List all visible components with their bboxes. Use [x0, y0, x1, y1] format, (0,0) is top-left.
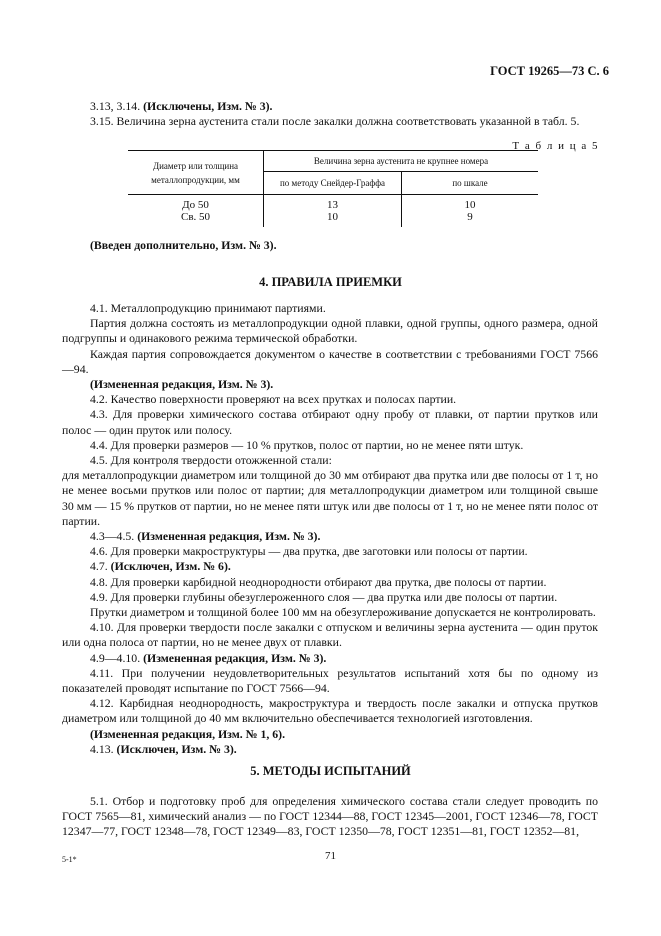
- document-header: ГОСТ 19265—73 С. 6: [490, 64, 609, 78]
- paragraph: Прутки диаметром и толщиной более 100 мм на обезуглероживание допускается не контролировать.: [90, 605, 596, 620]
- paragraph: (Измененная редакция, Изм. № 3).: [90, 377, 274, 392]
- paragraph: 4.6. Для проверки макроструктуры — два прутка, две заготовки или полосы от партии.: [90, 544, 528, 559]
- paragraph: для металлопродукции диаметром или толщиной до 30 мм отбирают два прутка или две полосы от 1 т, но не менее восьми прутков или полос от партии; для металлопродукции диаметром или толщиной свыше 30 мм — 15 % прутков от партии, но не менее пяти штук или две полосы от 1 т, но не менее пяти полос от партии.: [62, 468, 598, 528]
- paragraph: 4.4. Для проверки размеров — 10 % прутков, полос от партии, но не менее пяти штук.: [90, 437, 524, 452]
- page-number: 71: [325, 850, 336, 862]
- paragraph: 4.1. Металлопродукцию принимают партиями.: [90, 301, 326, 315]
- paragraph: 4.9—4.10. (Измененная редакция, Изм. № 3).: [90, 650, 327, 665]
- paragraph: (Измененная редакция, Изм. № 1, 6).: [90, 726, 286, 741]
- paragraph: 4.12. Карбидная неоднородность, макроструктура и твердость после закалки и отпуска прутков диаметром или толщиной до 40 мм включительно обеспечивается технологией изготовления.: [62, 696, 598, 726]
- introduced-note: (Введен дополнительно, Изм. № 3).: [90, 238, 277, 252]
- paragraph: 4.2. Качество поверхности проверяют на всех прутках и полосах партии.: [90, 392, 457, 407]
- paragraph: 4.13. (Исключен, Изм. № 3).: [90, 741, 237, 756]
- paragraph-3-15: 3.15. Величина зерна аустенита стали после закалки должна соответствовать указанной в табл. 5.: [90, 114, 580, 129]
- paragraph: 4.7. (Исключен, Изм. № 6).: [90, 559, 231, 574]
- paragraph: 4.10. Для проверки твердости после закалки с отпуском и величины зерна аустенита — один пруток или одна полоса от партии, но не менее двух от плавки.: [62, 620, 598, 650]
- paragraph: 4.5. Для контроля твердости отожженной стали:: [90, 453, 332, 468]
- table-col1-header: Диаметр или толщина металлопродукции, мм: [128, 151, 264, 195]
- table-row: Св. 50 10 9: [128, 211, 538, 223]
- paragraph-3-13: 3.13, 3.14. (Исключены, Изм. № 3).: [90, 99, 273, 113]
- table-sub-header-1: по методу Снейдер-Граффа: [264, 172, 402, 195]
- table-row: До 50 13 10: [128, 199, 538, 211]
- paragraph: 4.3—4.5. (Измененная редакция, Изм. № 3).: [90, 529, 321, 544]
- paragraph: 5.1. Отбор и подготовку проб для определения химического состава стали следует проводить по ГОСТ 7565—81, химический анализ — по ГОСТ 12344—88, ГОСТ 12345—2001, ГОСТ 12346—78, ГОСТ 12347—77, ГОСТ 12348—78, ГОСТ 12349—83, ГОСТ 12350—78, ГОСТ 12351—81, ГОСТ 12352—81,: [62, 794, 598, 839]
- section-5-body: [62, 794, 598, 840]
- table-group-header: Величина зерна аустенита не крупнее номера: [264, 151, 539, 172]
- table-sub-header-2: по шкале: [402, 172, 539, 195]
- paragraph: 4.9. Для проверки глубины обезуглероженного слоя — два прутка или две полосы от партии.: [90, 589, 558, 604]
- section-4-body: [62, 301, 598, 757]
- table-caption: Т а б л и ц а 5: [512, 140, 599, 152]
- section-5-title: 5. МЕТОДЫ ИСПЫТАНИЙ: [250, 764, 411, 778]
- top-paragraphs: [62, 99, 598, 129]
- section-4-title: 4. ПРАВИЛА ПРИЕМКИ: [259, 275, 402, 289]
- paragraph: Каждая партия сопровождается документом о качестве в соответствии с требованиями ГОСТ 7566—94.: [62, 346, 598, 376]
- table-5: [128, 150, 538, 227]
- paragraph: 4.3. Для проверки химического состава отбирают одну пробу от плавки, от партии прутков или полос — один пруток или полосу.: [62, 407, 598, 437]
- paragraph: Партия должна состоять из металлопродукции одной плавки, одной группы, одного размера, одной подгруппы и одинакового режима термической обработки.: [62, 316, 598, 346]
- paragraph: 4.11. При получении неудовлетворительных результатов испытаний хотя бы по одному из показателей проводят испытание по ГОСТ 7566—94.: [62, 665, 598, 696]
- paragraph: 4.8. Для проверки карбидной неоднородности отбирают два прутка, две полосы от партии.: [90, 574, 547, 589]
- footer-mark: 5-1*: [62, 855, 77, 864]
